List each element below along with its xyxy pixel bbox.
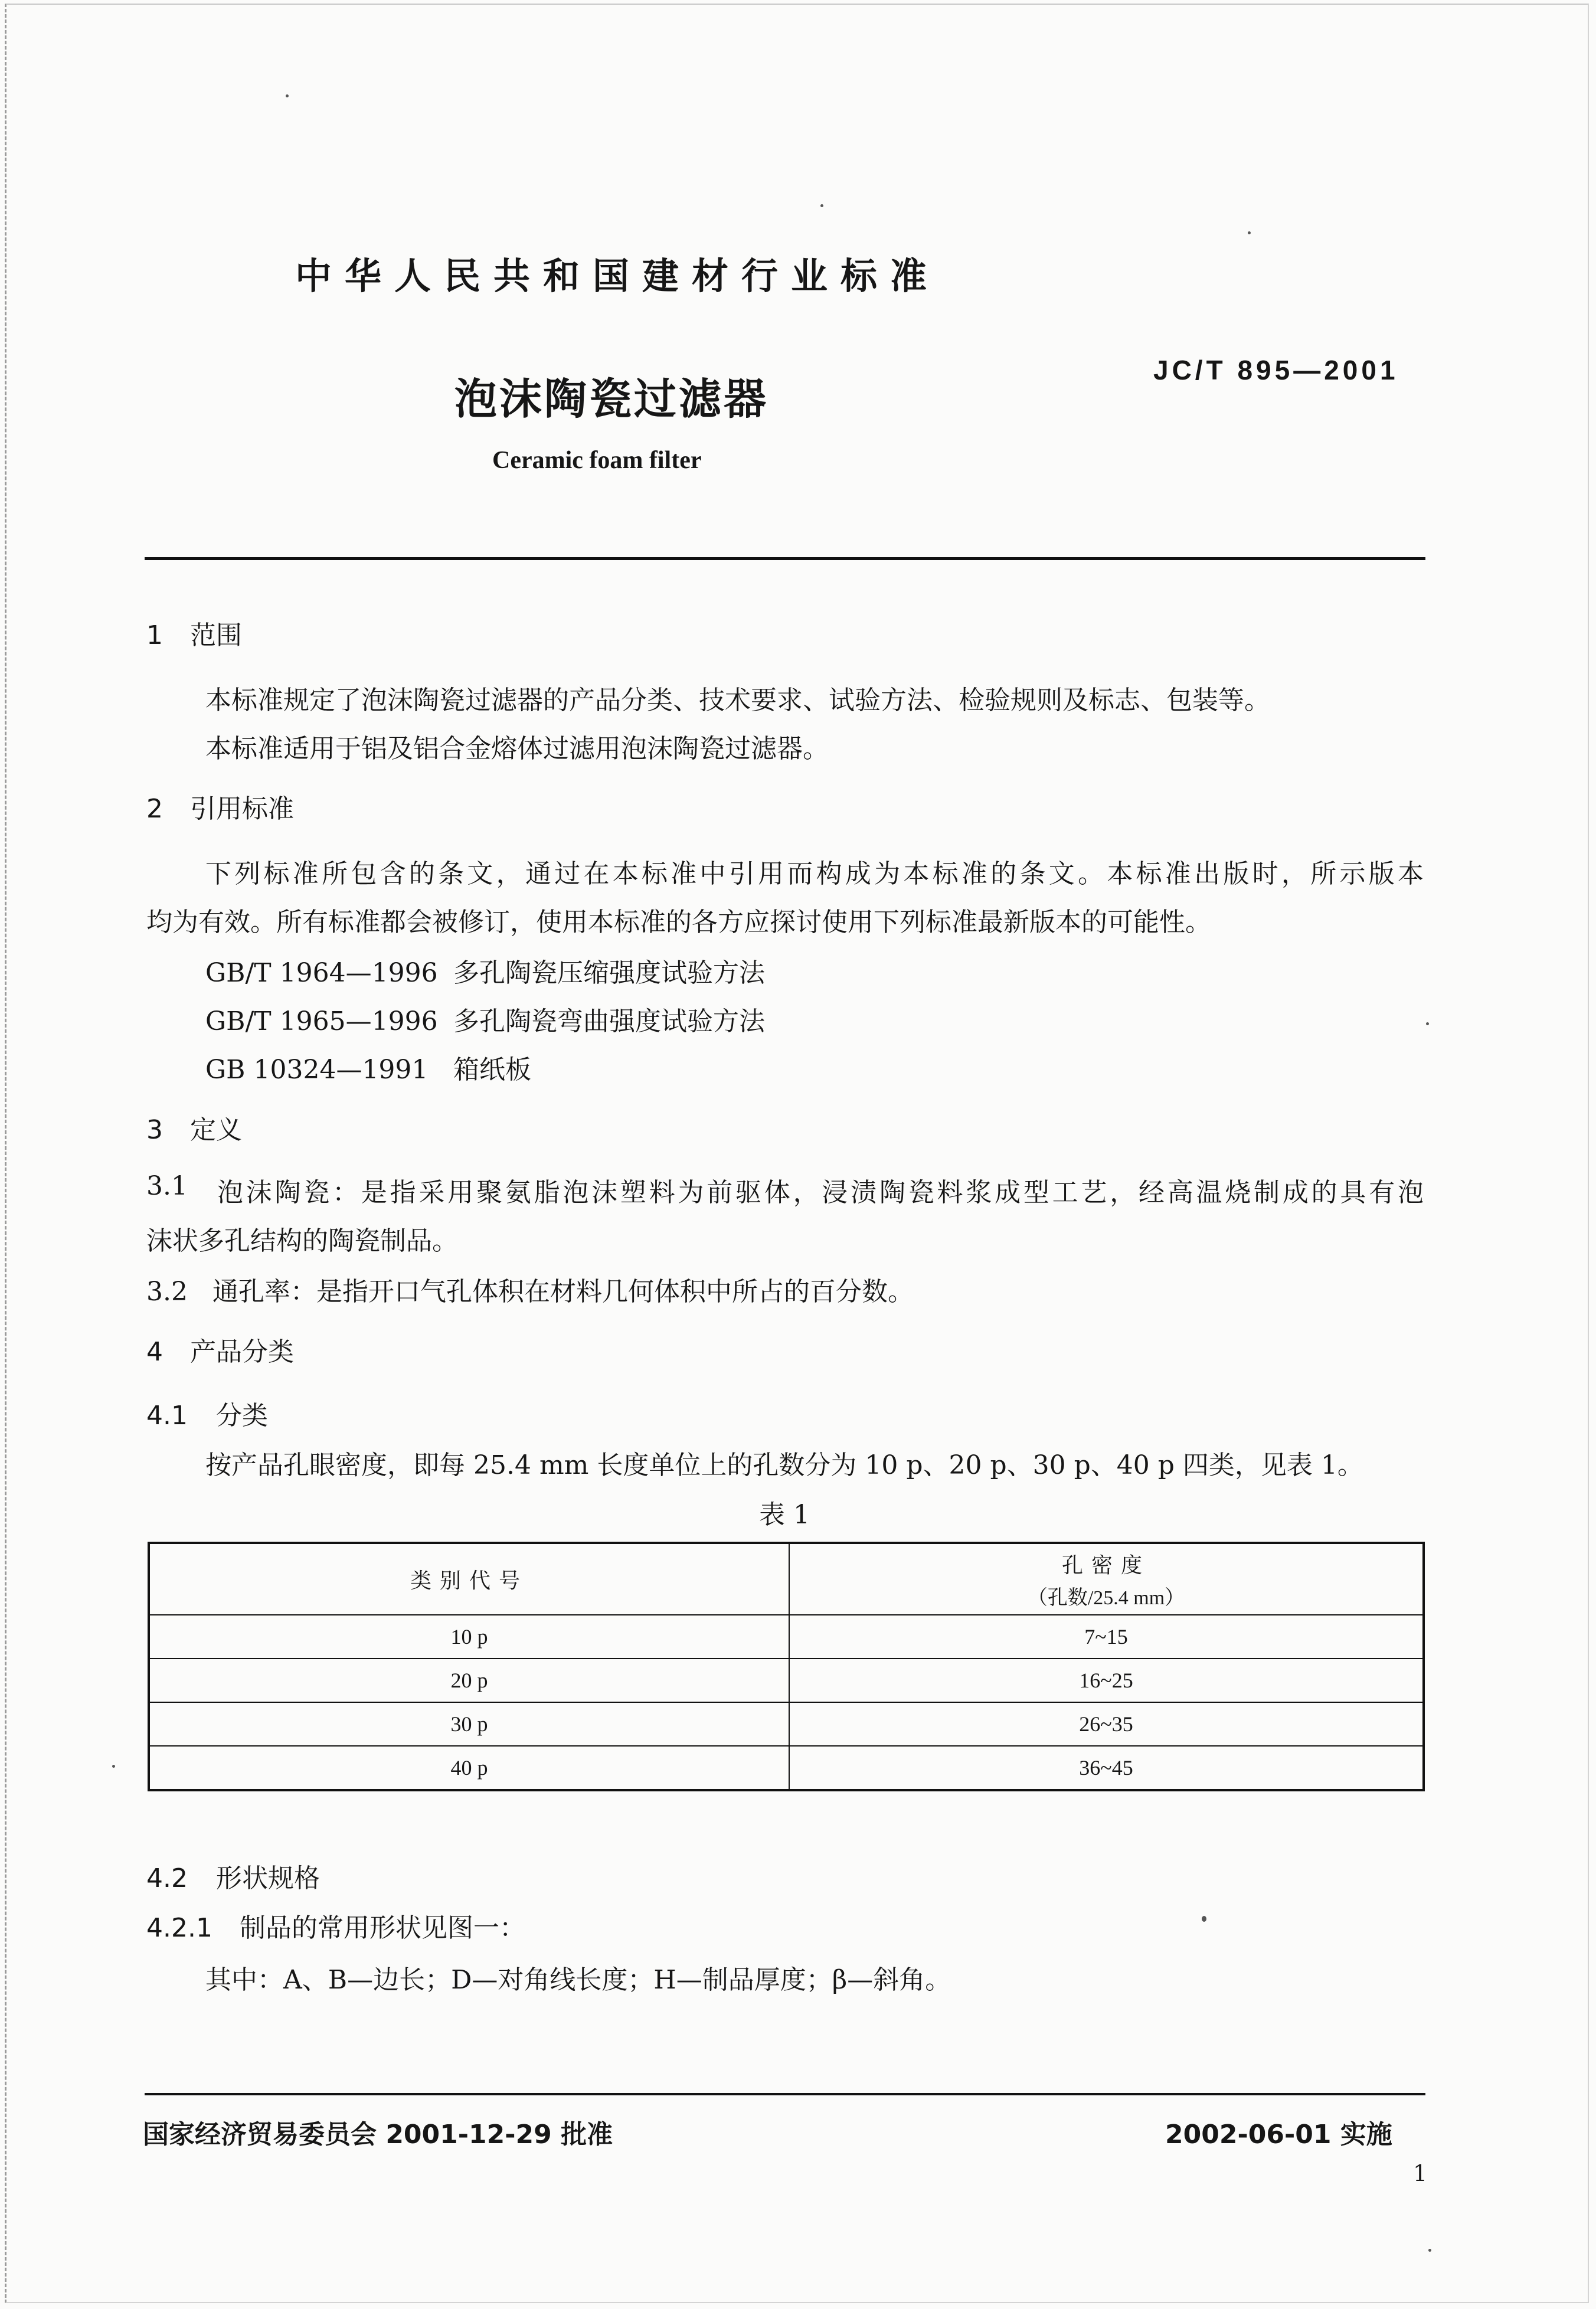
density-cell: 36~45 [789,1746,1424,1790]
table-row [149,1659,1424,1702]
subsection-number: 4.2.1 [146,1913,212,1943]
definition-3-1-line-2: 沫状多孔结构的陶瓷制品。 [146,1226,458,1256]
table-header-cell [149,1543,789,1615]
scan-speck [1248,231,1251,234]
scan-speck [1428,2249,1431,2252]
definition-3-1-line-1: 泡沫陶瓷：是指采用聚氨脂泡沫塑料为前驱体，浸渍陶瓷料浆成型工艺，经高温烧制成的具有泡 [217,1178,1424,1208]
implementation-date: 2002-06-01 实施 [1165,2120,1392,2150]
category-code-cell: 20 p [149,1659,789,1702]
subsection-title: 形状规格 [216,1863,320,1893]
definition-number: 3.2 [146,1277,188,1307]
section-4-heading [146,1330,294,1368]
scan-speck [286,94,289,97]
table-header-row [149,1543,1424,1615]
column-header-unit: （孔数/25.4 mm） [1027,1587,1185,1609]
classification-text: 按产品孔眼密度，即每 25.4 mm 长度单位上的孔数分为 10 p、20 p、30 p、40 p 四类，见表 1。 [205,1450,1363,1480]
page-number: 1 [1413,2160,1428,2186]
section-number: 4 [146,1337,163,1367]
scan-speck [1202,1916,1206,1922]
definition-3-1-number: 3.1 [146,1171,188,1201]
subsection-4-2-heading [146,1857,320,1895]
category-code-cell: 10 p [149,1615,789,1659]
reference-item [205,1048,531,1086]
subsection-title: 分类 [216,1401,268,1431]
header-rule [145,557,1425,560]
section-number: 3 [146,1115,163,1145]
english-title: Ceramic foam filter [492,447,702,474]
reference-code: GB 10324—1991 [205,1055,429,1085]
category-code-cell: 40 p [149,1746,789,1790]
references-intro-line-2: 均为有效。所有标准都会被修订，使用本标准的各方应探讨使用下列标准最新版本的可能性。 [146,907,1211,937]
column-header-density: 孔密度 [1061,1553,1150,1577]
section-title: 范围 [190,620,242,650]
category-code-cell: 30 p [149,1702,789,1746]
reference-title: 箱纸板 [453,1055,531,1085]
density-cell: 26~35 [789,1702,1424,1746]
definition-text: 通孔率：是指开口气孔体积在材料几何体积中所占的百分数。 [212,1277,914,1307]
table-1 [148,1542,1425,1791]
subsection-text: 制品的常用形状见图一： [240,1913,525,1943]
subsection-number: 4.1 [146,1401,188,1431]
table-row [149,1702,1424,1746]
scan-speck [820,204,823,207]
references-intro-line-1: 下列标准所包含的条文，通过在本标准中引用而构成为本标准的条文。本标准出版时，所示版本 [205,859,1424,889]
table-row [149,1746,1424,1790]
section-3-heading [146,1108,242,1146]
subsection-4-2-1 [146,1906,525,1944]
reference-item [205,1000,765,1038]
footer-rule [145,2093,1425,2095]
column-header-category: 类别代号 [410,1569,528,1592]
section-title: 引用标准 [190,794,294,824]
table-row [149,1615,1424,1659]
section-number: 1 [146,620,163,650]
section-title: 产品分类 [190,1337,294,1367]
section-1-heading [146,614,242,652]
scope-paragraph-2: 本标准适用于铝及铝合金熔体过滤用泡沫陶瓷过滤器。 [205,734,829,764]
reference-code: GB/T 1965—1996 [205,1006,438,1036]
section-number: 2 [146,794,163,824]
scan-speck [112,1765,115,1768]
approval-line: 国家经济贸易委员会 2001-12-29 批准 [143,2120,613,2150]
shape-dimensions-text: 其中：A、B—边长；D—对角线长度；H—制品厚度；β—斜角。 [205,1965,951,1995]
scope-paragraph-1: 本标准规定了泡沫陶瓷过滤器的产品分类、技术要求、试验方法、检验规则及标志、包装等。 [205,685,1270,715]
density-cell: 16~25 [789,1659,1424,1702]
section-2-heading [146,787,294,825]
definition-3-2 [146,1270,914,1308]
scan-speck [1426,1022,1429,1025]
document-title: 泡沫陶瓷过滤器 [454,374,769,424]
table-caption: 表 1 [759,1500,810,1530]
reference-title: 多孔陶瓷弯曲强度试验方法 [453,1006,765,1036]
subsection-4-1-heading [146,1394,268,1432]
reference-item [205,951,765,989]
section-title: 定义 [190,1115,242,1145]
subsection-number: 4.2 [146,1863,188,1893]
reference-code: GB/T 1964—1996 [205,958,438,988]
density-cell: 7~15 [789,1615,1424,1659]
national-standard-title: 中华人民共和国建材行业标准 [295,254,940,297]
standard-code: JC/T 895—2001 [1153,355,1399,385]
reference-title: 多孔陶瓷压缩强度试验方法 [453,958,765,988]
table-header-cell [789,1543,1424,1615]
